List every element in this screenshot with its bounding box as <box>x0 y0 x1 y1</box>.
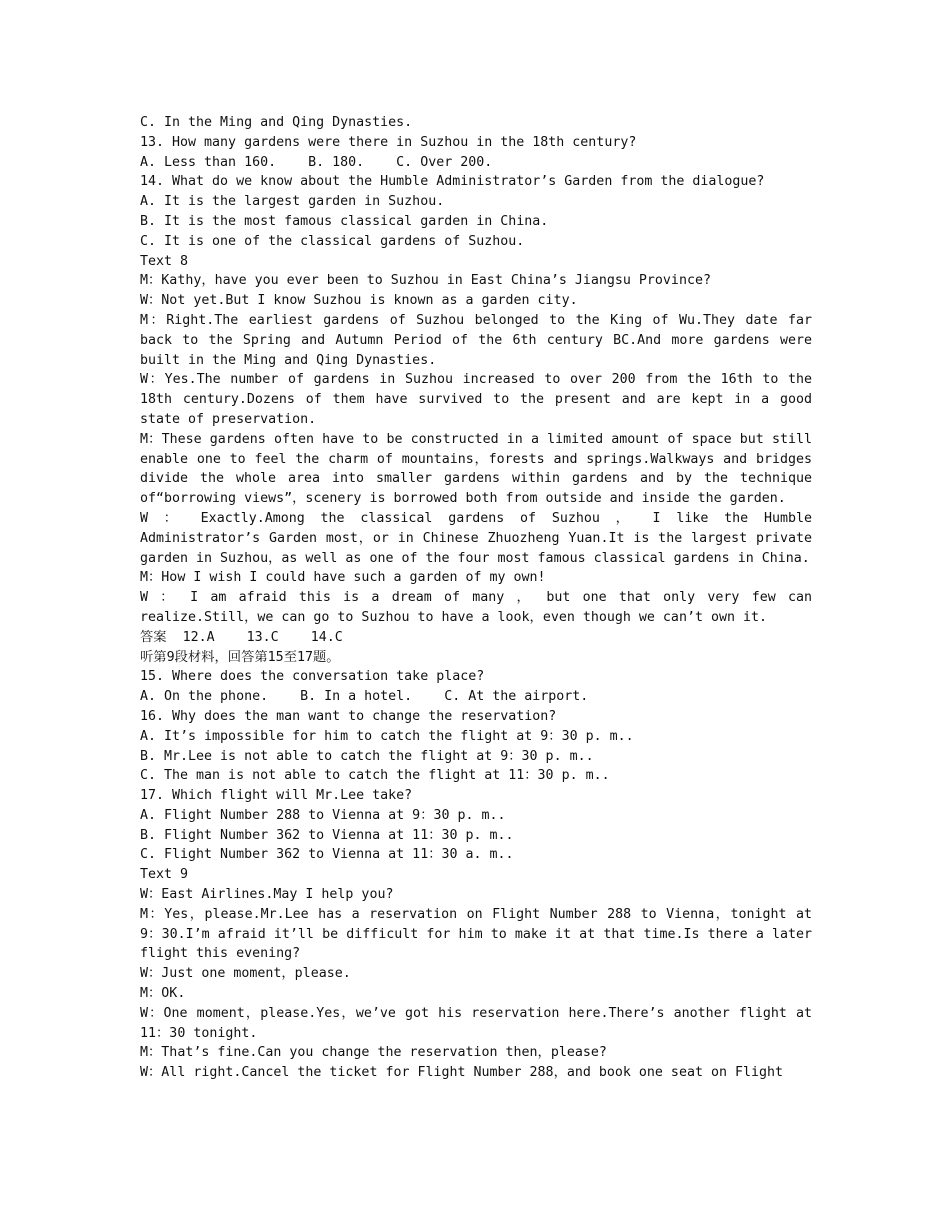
option-16a: A. It’s impossible for him to catch the flight at 9：30 p. m.. <box>140 728 634 744</box>
question-14: 14. What do we know about the Humble Administrator’s Garden from the dialogue? <box>140 174 765 190</box>
option-17a: A. Flight Number 288 to Vienna at 9：30 p. m.. <box>140 807 506 823</box>
option-16c: C. The man is not able to catch the flight at 11：30 p. m.. <box>140 768 610 784</box>
dialogue-paragraph: M：That’s fine.Can you change the reservation then，please? <box>140 1045 607 1061</box>
dialogue-paragraph: W：One moment，please.Yes，we’ve got his reservation here.There’s another flight at 11：30 tonight. <box>140 1005 812 1041</box>
question-17: 17. Which flight will Mr.Lee take? <box>140 788 413 804</box>
dialogue-paragraph: W：All right.Cancel the ticket for Flight Number 288，and book one seat on Flight <box>140 1065 784 1081</box>
option-17c: C. Flight Number 362 to Vienna at 11：30 a. m.. <box>140 847 514 863</box>
option-14a: A. It is the largest garden in Suzhou. <box>140 194 445 210</box>
dialogue-paragraph: M：How I wish I could have such a garden of my own! <box>140 570 546 586</box>
option-17b: B. Flight Number 362 to Vienna at 11：30 p. m.. <box>140 827 514 843</box>
section-heading-text9: Text 9 <box>140 867 189 883</box>
dialogue-paragraph: W ： I am afraid this is a dream of many ， but one that only very few can realize.Still，we can go to Suzhou to have a look，even though we can’t own it. <box>140 590 812 625</box>
dialogue-paragraph: M：Yes，please.Mr.Lee has a reservation on Flight Number 288 to Vienna，tonight at 9：30.I’m afraid it’ll be difficult for him to make it at that time.Is there a later flight this evening? <box>140 906 812 962</box>
dialogue-paragraph: W：Just one moment，please. <box>140 966 351 982</box>
section-heading-text8: Text 8 <box>140 253 189 269</box>
answer-key: 答案 12.A 13.C 14.C <box>140 629 343 645</box>
question-13: 13. How many gardens were there in Suzhou in the 18th century? <box>140 134 637 150</box>
options-15: A. On the phone. B. In a hotel. C. At the airport. <box>140 689 589 705</box>
option-16b: B. Mr.Lee is not able to catch the flight at 9：30 p. m.. <box>140 748 594 764</box>
options-13: A. Less than 160. B. 180. C. Over 200. <box>140 154 493 170</box>
dialogue-paragraph: M：These gardens often have to be constructed in a limited amount of space but still enable one to feel the charm of mountains，forests and springs.Walkways and bridges divide the whole area into smaller gardens within gardens and by the technique of“borrowing views”，scenery is borrowed both from outside and inside the garden. <box>140 431 812 507</box>
dialogue-paragraph: W ： Exactly.Among the classical gardens of Suzhou ， I like the Humble Administrator’s Garden most，or in Chinese Zhuozheng Yuan.It is the largest private garden in Suzhou，as well as one of the four most famous classical gardens in China. <box>140 510 812 566</box>
dialogue-paragraph: M：Right.The earliest gardens of Suzhou belonged to the King of Wu.They date far back to the Spring and Autumn Period of the 6th century BC.And more gardens were built in the Ming and Qing Dynasties. <box>140 312 812 368</box>
option-14c: C. It is one of the classical gardens of Suzhou. <box>140 233 525 249</box>
dialogue-paragraph: M：OK. <box>140 986 186 1002</box>
document-page <box>140 113 812 1083</box>
question-15: 15. Where does the conversation take place? <box>140 669 485 685</box>
question-16: 16. Why does the man want to change the reservation? <box>140 708 557 724</box>
dialogue-paragraph: W：Yes.The number of gardens in Suzhou increased to over 200 from the 16th to the 18th century.Dozens of them have survived to the present and are kept in a good state of preservation. <box>140 372 812 427</box>
dialogue-line: W：Not yet.But I know Suzhou is known as a garden city. <box>140 293 578 309</box>
dialogue-line: W：East Airlines.May I help you? <box>140 887 394 903</box>
section-instruction: 听第9段材料，回答第15至17题。 <box>140 649 340 665</box>
dialogue-line: M：Kathy，have you ever been to Suzhou in East China’s Jiangsu Province? <box>140 273 711 289</box>
text-line: C. In the Ming and Qing Dynasties. <box>140 115 413 130</box>
option-14b: B. It is the most famous classical garden in China. <box>140 213 549 229</box>
